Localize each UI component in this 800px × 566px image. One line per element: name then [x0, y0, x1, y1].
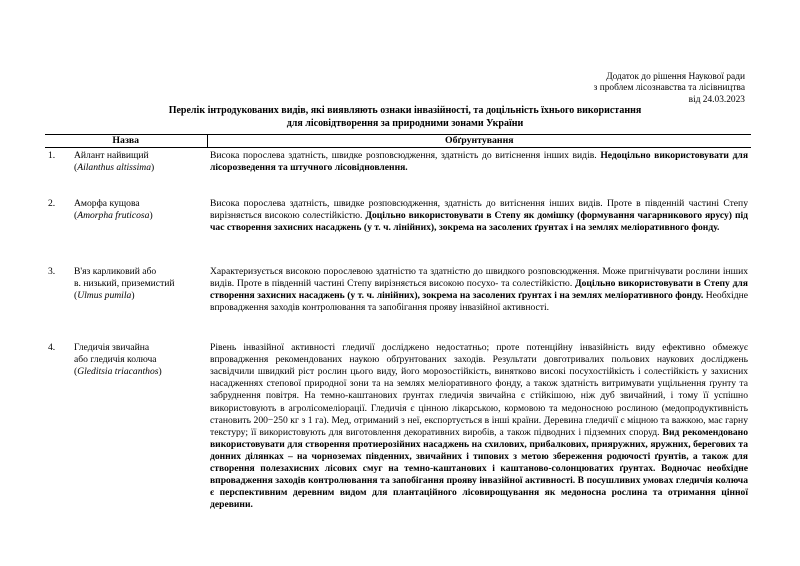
species-name-alt: в. низький, приземистий — [74, 278, 175, 290]
title-line-2: для лісовідтворення за природними зонами України — [286, 117, 524, 129]
title-line-1: Перелік інтродукованих видів, які виявляють ознаки інвазійності, та доцільність їхнього використання — [168, 105, 642, 116]
species-name-cell — [71, 340, 207, 511]
table-row — [45, 264, 751, 340]
row-number: 1. — [48, 150, 56, 162]
species-name-alt: або гледичія колюча — [74, 354, 157, 366]
justification-text: Висока порослева здатність, швидке розповсюдження, здатність до витіснення інших видів. — [210, 150, 597, 162]
species-latin-name: (Ulmus pumila) — [74, 290, 135, 302]
species-name-cell — [71, 148, 207, 197]
header-note-line: з проблем лісознавства та лісівництва — [593, 83, 745, 94]
justification-tail: Необхідне впровадження заходів контролювання та запобігання прояву інвазійної активності. — [210, 290, 748, 314]
header-note — [594, 72, 745, 106]
species-name: Гледичія звичайна — [74, 342, 150, 354]
recommendation-text: Вид рекомендовано використовувати для створення протиерозійних насаджень на схилових, прибалкових, прияружних, яружних, берегових та донних ділянках – на чорноземах південних, звичайних і типових з метою збереження родючості ґрунтів, а також для створення полезахисних лісових смуг на темно-каштанових і каштаново-солонцюватих ґрунтах. Водночас необхідне впровадження заходів контролювання та запобігання прояву інвазійної активності. В посушливих умовах гледичія колюча є перспективним деревним видом для плантаційного лісовирощування як медоносна рослина та отримання цінної деревини. — [210, 426, 749, 511]
header-note-date: від 24.03.2023 — [688, 94, 745, 105]
table-row — [45, 340, 751, 511]
justification-cell — [207, 340, 751, 511]
recommendation-text: Доцільно використовувати в Степу для створення захисних насаджень (у т. ч. лінійних), зокрема на засолених ґрунтах і на землях меліоративного фонду. — [210, 278, 748, 302]
table-header-row — [45, 135, 751, 148]
species-name: Айлант найвищий — [74, 150, 149, 162]
row-number: 4. — [48, 342, 56, 354]
species-table — [45, 134, 751, 511]
table-row — [45, 196, 751, 264]
justification-text: Характеризується високою порослевою здатністю та здатністю до швидкого розповсюдження. Може пригнічувати рослини інших видів. Проте в південній частині Степу вирізняється високою посухо- та солестійкістю. — [210, 266, 748, 290]
column-header-name: Назва — [45, 135, 207, 148]
document-title — [60, 105, 750, 130]
header-note-line: Додаток до рішення Наукової ради — [606, 72, 745, 82]
justification-text: Рівень інвазійної активності гледичії досліджено недостатньо; проте потенційну інвазійність виду ефективно обмежує впровадження рекомендованих наукою обґрунтованих заходів. Результати довготривалих польових наукових досліджень засвідчили швидкий ріст рослин цього виду, його морозостійкість, винятково високі посухостійкість і солестійкість у захисних насадженнях степової природної зони та на землях меліоративного фонду, а також здатність витримувати ущільнення ґрунту та забруднення повітря. На темно-каштанових ґрунтах гледичія звичайна є стійкішою, ніж дуб звичайний, і тому її успішно використовують в агролісомеліорації. Гледичія є цінною лікарською, кормовою та медоносною рослиною (медопродуктивність становить 200−250 кг з 1 га). Мед, отриманий з неї, експортується в інші країни. Деревина гледичії є міцною та важкою, має гарну текстуру; її використовують для виготовлення декоративних виробів, а також підводних і підземних споруд. — [210, 342, 748, 438]
species-latin-name: (Gleditsia triacanthos) — [74, 366, 162, 378]
recommendation-text: Недоцільно використовувати для лісорозведення та штучного лісовідновлення. — [210, 150, 749, 174]
species-name: В'яз карликовий або — [74, 266, 157, 278]
table-row — [45, 148, 751, 197]
row-number: 2. — [48, 198, 56, 210]
row-number: 3. — [48, 266, 56, 278]
species-latin-name: (Ailanthus altissima) — [74, 162, 155, 174]
justification-cell — [207, 148, 751, 197]
justification-cell — [207, 196, 751, 264]
recommendation-text: Доцільно використовувати в Степу як домішку (формування чагарникового ярусу) під час створення захисних насаджень (у т. ч. лінійних), зокрема на засолених ґрунтах і на землях меліоративного фонду. — [210, 210, 748, 234]
column-header-justification: Обґрунтування — [207, 135, 751, 148]
justification-text: Висока порослева здатність, швидке розповсюдження, здатність до витіснення інших видів. Проте в південній частині Степу вирізняється високою солестійкістю. — [210, 198, 748, 222]
justification-cell — [207, 264, 751, 340]
species-name: Аморфа кущова — [74, 198, 140, 210]
species-latin-name: (Amorpha fruticosa) — [74, 210, 153, 222]
species-name-cell — [71, 264, 207, 340]
species-name-cell — [71, 196, 207, 264]
